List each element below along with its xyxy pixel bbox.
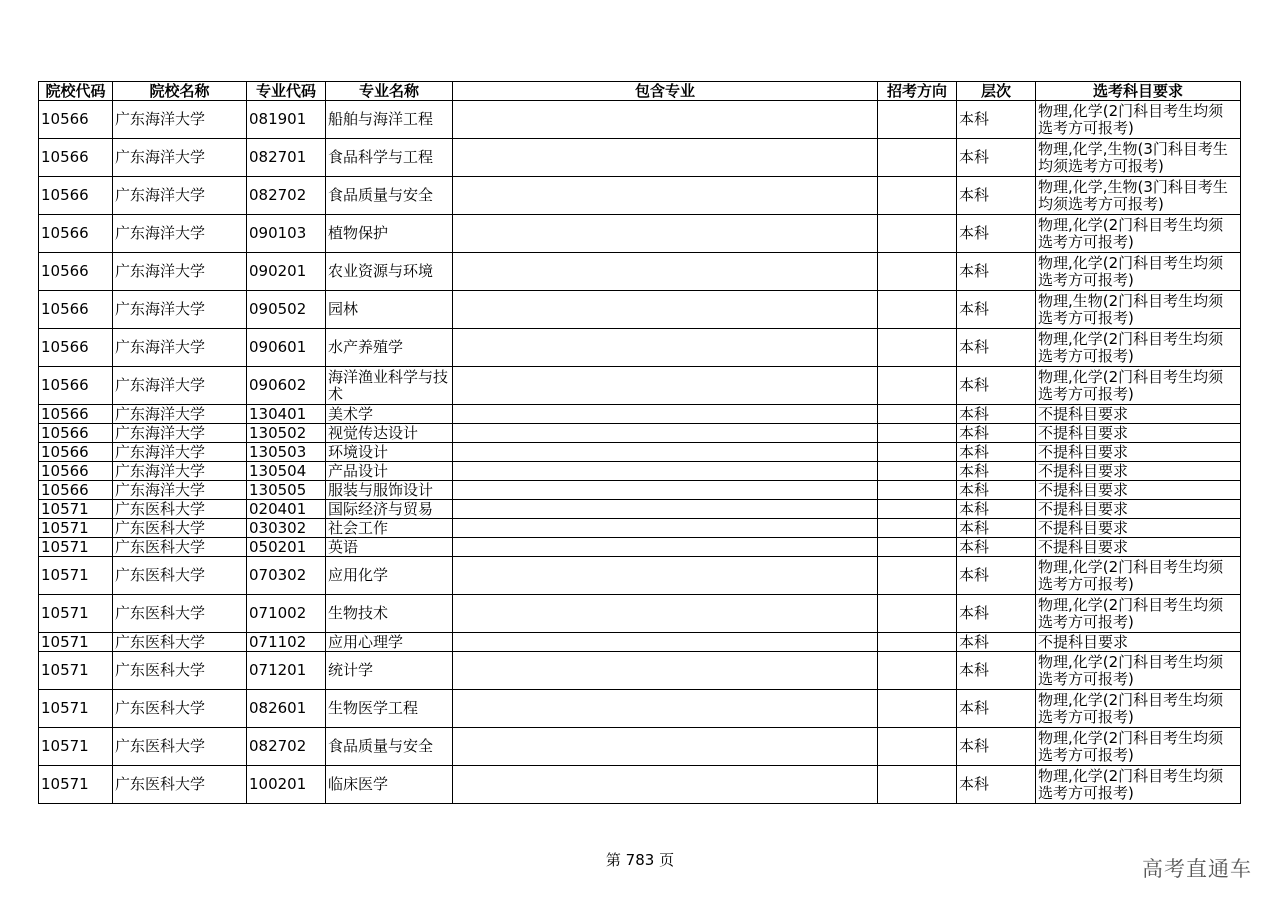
- cell-major-name: 生物技术: [326, 595, 453, 633]
- cell-included-majors: [453, 728, 878, 766]
- cell-major-code: 130503: [247, 443, 326, 462]
- table-row: [39, 652, 1241, 690]
- table-row: [39, 766, 1241, 804]
- cell-direction: [878, 101, 957, 139]
- cell-major-name: 服装与服饰设计: [326, 481, 453, 500]
- cell-requirement: 不提科目要求: [1036, 462, 1241, 481]
- cell-school-name: 广东海洋大学: [113, 177, 247, 215]
- cell-level: 本科: [957, 215, 1036, 253]
- table-row: [39, 177, 1241, 215]
- cell-requirement: 不提科目要求: [1036, 424, 1241, 443]
- cell-school-code: 10571: [39, 500, 113, 519]
- cell-included-majors: [453, 690, 878, 728]
- cell-school-code: 10566: [39, 443, 113, 462]
- cell-school-code: 10566: [39, 405, 113, 424]
- cell-requirement: 不提科目要求: [1036, 481, 1241, 500]
- cell-school-code: 10571: [39, 633, 113, 652]
- table-row: [39, 500, 1241, 519]
- cell-direction: [878, 253, 957, 291]
- cell-included-majors: [453, 652, 878, 690]
- cell-included-majors: [453, 253, 878, 291]
- cell-major-code: 090201: [247, 253, 326, 291]
- cell-level: 本科: [957, 424, 1036, 443]
- cell-direction: [878, 177, 957, 215]
- cell-included-majors: [453, 443, 878, 462]
- cell-school-code: 10566: [39, 215, 113, 253]
- cell-level: 本科: [957, 652, 1036, 690]
- cell-direction: [878, 443, 957, 462]
- cell-included-majors: [453, 405, 878, 424]
- cell-major-name: 农业资源与环境: [326, 253, 453, 291]
- cell-school-name: 广东海洋大学: [113, 329, 247, 367]
- cell-included-majors: [453, 215, 878, 253]
- col-header-major-code: 专业代码: [247, 82, 326, 101]
- cell-included-majors: [453, 481, 878, 500]
- cell-major-code: 030302: [247, 519, 326, 538]
- cell-major-code: 130502: [247, 424, 326, 443]
- table-row: [39, 690, 1241, 728]
- cell-direction: [878, 424, 957, 443]
- cell-school-name: 广东海洋大学: [113, 215, 247, 253]
- cell-level: 本科: [957, 481, 1036, 500]
- cell-requirement: 物理,化学(2门科目考生均须选考方可报考): [1036, 595, 1241, 633]
- cell-direction: [878, 500, 957, 519]
- cell-requirement: 物理,化学,生物(3门科目考生均须选考方可报考): [1036, 139, 1241, 177]
- cell-major-code: 090103: [247, 215, 326, 253]
- cell-school-name: 广东海洋大学: [113, 424, 247, 443]
- table-row: [39, 215, 1241, 253]
- cell-major-name: 国际经济与贸易: [326, 500, 453, 519]
- cell-requirement: 物理,化学(2门科目考生均须选考方可报考): [1036, 367, 1241, 405]
- cell-major-code: 071102: [247, 633, 326, 652]
- cell-major-code: 130505: [247, 481, 326, 500]
- cell-school-name: 广东海洋大学: [113, 405, 247, 424]
- cell-school-code: 10571: [39, 557, 113, 595]
- cell-major-code: 081901: [247, 101, 326, 139]
- cell-major-code: 130504: [247, 462, 326, 481]
- cell-direction: [878, 139, 957, 177]
- cell-major-name: 环境设计: [326, 443, 453, 462]
- cell-school-code: 10571: [39, 766, 113, 804]
- table-row: [39, 462, 1241, 481]
- table-row: [39, 481, 1241, 500]
- cell-school-code: 10566: [39, 329, 113, 367]
- cell-school-name: 广东海洋大学: [113, 253, 247, 291]
- cell-major-code: 082601: [247, 690, 326, 728]
- cell-level: 本科: [957, 766, 1036, 804]
- cell-school-code: 10571: [39, 519, 113, 538]
- cell-major-code: 082701: [247, 139, 326, 177]
- cell-level: 本科: [957, 253, 1036, 291]
- cell-school-code: 10571: [39, 728, 113, 766]
- cell-included-majors: [453, 462, 878, 481]
- cell-level: 本科: [957, 405, 1036, 424]
- cell-level: 本科: [957, 690, 1036, 728]
- cell-major-code: 090602: [247, 367, 326, 405]
- cell-school-code: 10571: [39, 538, 113, 557]
- table-row: [39, 443, 1241, 462]
- table-row: [39, 538, 1241, 557]
- cell-school-name: 广东医科大学: [113, 652, 247, 690]
- table-row: [39, 139, 1241, 177]
- cell-school-code: 10566: [39, 424, 113, 443]
- cell-level: 本科: [957, 519, 1036, 538]
- cell-school-name: 广东海洋大学: [113, 139, 247, 177]
- cell-school-code: 10566: [39, 367, 113, 405]
- cell-level: 本科: [957, 291, 1036, 329]
- col-header-school-code: 院校代码: [39, 82, 113, 101]
- cell-major-name: 应用心理学: [326, 633, 453, 652]
- table-row: [39, 557, 1241, 595]
- cell-requirement: 不提科目要求: [1036, 500, 1241, 519]
- cell-requirement: 物理,化学(2门科目考生均须选考方可报考): [1036, 652, 1241, 690]
- cell-included-majors: [453, 177, 878, 215]
- cell-school-code: 10566: [39, 101, 113, 139]
- cell-requirement: 物理,化学(2门科目考生均须选考方可报考): [1036, 766, 1241, 804]
- cell-direction: [878, 215, 957, 253]
- col-header-level: 层次: [957, 82, 1036, 101]
- cell-school-code: 10571: [39, 690, 113, 728]
- cell-major-name: 食品质量与安全: [326, 728, 453, 766]
- col-header-direction: 招考方向: [878, 82, 957, 101]
- cell-school-code: 10571: [39, 595, 113, 633]
- cell-major-name: 社会工作: [326, 519, 453, 538]
- cell-requirement: 不提科目要求: [1036, 443, 1241, 462]
- cell-school-name: 广东医科大学: [113, 595, 247, 633]
- table-row: [39, 519, 1241, 538]
- cell-level: 本科: [957, 538, 1036, 557]
- cell-major-name: 视觉传达设计: [326, 424, 453, 443]
- watermark: 高考直通车: [1142, 857, 1252, 881]
- cell-school-code: 10566: [39, 462, 113, 481]
- table-row: [39, 595, 1241, 633]
- cell-major-name: 生物医学工程: [326, 690, 453, 728]
- cell-major-code: 090502: [247, 291, 326, 329]
- cell-level: 本科: [957, 177, 1036, 215]
- cell-school-code: 10566: [39, 253, 113, 291]
- cell-included-majors: [453, 424, 878, 443]
- cell-level: 本科: [957, 367, 1036, 405]
- cell-requirement: 物理,化学(2门科目考生均须选考方可报考): [1036, 101, 1241, 139]
- cell-direction: [878, 481, 957, 500]
- cell-requirement: 物理,化学,生物(3门科目考生均须选考方可报考): [1036, 177, 1241, 215]
- cell-included-majors: [453, 139, 878, 177]
- cell-major-name: 船舶与海洋工程: [326, 101, 453, 139]
- cell-school-name: 广东医科大学: [113, 538, 247, 557]
- cell-major-name: 应用化学: [326, 557, 453, 595]
- cell-requirement: 不提科目要求: [1036, 633, 1241, 652]
- cell-school-code: 10566: [39, 291, 113, 329]
- cell-major-name: 植物保护: [326, 215, 453, 253]
- cell-major-name: 英语: [326, 538, 453, 557]
- header-row: [39, 82, 1241, 101]
- cell-school-name: 广东海洋大学: [113, 462, 247, 481]
- cell-direction: [878, 291, 957, 329]
- cell-school-name: 广东海洋大学: [113, 291, 247, 329]
- table-row: [39, 253, 1241, 291]
- cell-major-code: 070302: [247, 557, 326, 595]
- cell-level: 本科: [957, 595, 1036, 633]
- cell-school-name: 广东医科大学: [113, 500, 247, 519]
- cell-school-name: 广东医科大学: [113, 728, 247, 766]
- cell-included-majors: [453, 633, 878, 652]
- cell-major-code: 071002: [247, 595, 326, 633]
- cell-included-majors: [453, 519, 878, 538]
- cell-major-code: 082702: [247, 728, 326, 766]
- cell-level: 本科: [957, 139, 1036, 177]
- table-row: [39, 424, 1241, 443]
- cell-direction: [878, 367, 957, 405]
- cell-school-name: 广东海洋大学: [113, 481, 247, 500]
- cell-school-name: 广东海洋大学: [113, 101, 247, 139]
- cell-school-name: 广东医科大学: [113, 557, 247, 595]
- cell-requirement: 物理,化学(2门科目考生均须选考方可报考): [1036, 557, 1241, 595]
- cell-level: 本科: [957, 443, 1036, 462]
- admission-table: [38, 81, 1241, 804]
- cell-school-name: 广东医科大学: [113, 690, 247, 728]
- cell-included-majors: [453, 538, 878, 557]
- cell-included-majors: [453, 367, 878, 405]
- cell-requirement: 不提科目要求: [1036, 519, 1241, 538]
- cell-level: 本科: [957, 101, 1036, 139]
- cell-direction: [878, 519, 957, 538]
- cell-major-name: 美术学: [326, 405, 453, 424]
- cell-major-name: 食品质量与安全: [326, 177, 453, 215]
- cell-major-name: 园林: [326, 291, 453, 329]
- page-number: 第 783 页: [605, 851, 675, 869]
- cell-requirement: 物理,化学(2门科目考生均须选考方可报考): [1036, 728, 1241, 766]
- cell-major-name: 产品设计: [326, 462, 453, 481]
- cell-major-name: 统计学: [326, 652, 453, 690]
- cell-included-majors: [453, 595, 878, 633]
- cell-direction: [878, 329, 957, 367]
- cell-school-name: 广东海洋大学: [113, 367, 247, 405]
- cell-major-code: 071201: [247, 652, 326, 690]
- cell-school-code: 10566: [39, 481, 113, 500]
- cell-included-majors: [453, 766, 878, 804]
- cell-level: 本科: [957, 557, 1036, 595]
- cell-included-majors: [453, 500, 878, 519]
- col-header-included-majors: 包含专业: [453, 82, 878, 101]
- cell-level: 本科: [957, 329, 1036, 367]
- cell-level: 本科: [957, 728, 1036, 766]
- cell-direction: [878, 557, 957, 595]
- cell-school-code: 10566: [39, 177, 113, 215]
- cell-major-code: 050201: [247, 538, 326, 557]
- table-row: [39, 728, 1241, 766]
- cell-school-code: 10566: [39, 139, 113, 177]
- cell-major-code: 090601: [247, 329, 326, 367]
- cell-major-name: 临床医学: [326, 766, 453, 804]
- cell-major-code: 020401: [247, 500, 326, 519]
- cell-direction: [878, 462, 957, 481]
- cell-major-code: 082702: [247, 177, 326, 215]
- table-row: [39, 405, 1241, 424]
- cell-major-code: 130401: [247, 405, 326, 424]
- cell-included-majors: [453, 557, 878, 595]
- cell-requirement: 不提科目要求: [1036, 538, 1241, 557]
- cell-requirement: 不提科目要求: [1036, 405, 1241, 424]
- col-header-school-name: 院校名称: [113, 82, 247, 101]
- cell-direction: [878, 538, 957, 557]
- cell-major-code: 100201: [247, 766, 326, 804]
- cell-direction: [878, 652, 957, 690]
- cell-direction: [878, 405, 957, 424]
- cell-requirement: 物理,化学(2门科目考生均须选考方可报考): [1036, 329, 1241, 367]
- table-body: [39, 101, 1241, 804]
- cell-school-name: 广东医科大学: [113, 633, 247, 652]
- cell-level: 本科: [957, 633, 1036, 652]
- table-row: [39, 367, 1241, 405]
- cell-direction: [878, 690, 957, 728]
- cell-included-majors: [453, 101, 878, 139]
- cell-school-name: 广东医科大学: [113, 766, 247, 804]
- cell-requirement: 物理,化学(2门科目考生均须选考方可报考): [1036, 690, 1241, 728]
- cell-school-code: 10571: [39, 652, 113, 690]
- cell-level: 本科: [957, 500, 1036, 519]
- cell-school-name: 广东医科大学: [113, 519, 247, 538]
- cell-direction: [878, 728, 957, 766]
- cell-school-name: 广东海洋大学: [113, 443, 247, 462]
- cell-requirement: 物理,生物(2门科目考生均须选考方可报考): [1036, 291, 1241, 329]
- cell-major-name: 海洋渔业科学与技术: [326, 367, 453, 405]
- cell-level: 本科: [957, 462, 1036, 481]
- cell-major-name: 食品科学与工程: [326, 139, 453, 177]
- cell-direction: [878, 766, 957, 804]
- table-row: [39, 101, 1241, 139]
- cell-major-name: 水产养殖学: [326, 329, 453, 367]
- table-row: [39, 291, 1241, 329]
- cell-direction: [878, 633, 957, 652]
- table-row: [39, 329, 1241, 367]
- col-header-major-name: 专业名称: [326, 82, 453, 101]
- cell-direction: [878, 595, 957, 633]
- cell-included-majors: [453, 329, 878, 367]
- table-row: [39, 633, 1241, 652]
- cell-requirement: 物理,化学(2门科目考生均须选考方可报考): [1036, 253, 1241, 291]
- cell-requirement: 物理,化学(2门科目考生均须选考方可报考): [1036, 215, 1241, 253]
- col-header-requirement: 选考科目要求: [1036, 82, 1241, 101]
- cell-included-majors: [453, 291, 878, 329]
